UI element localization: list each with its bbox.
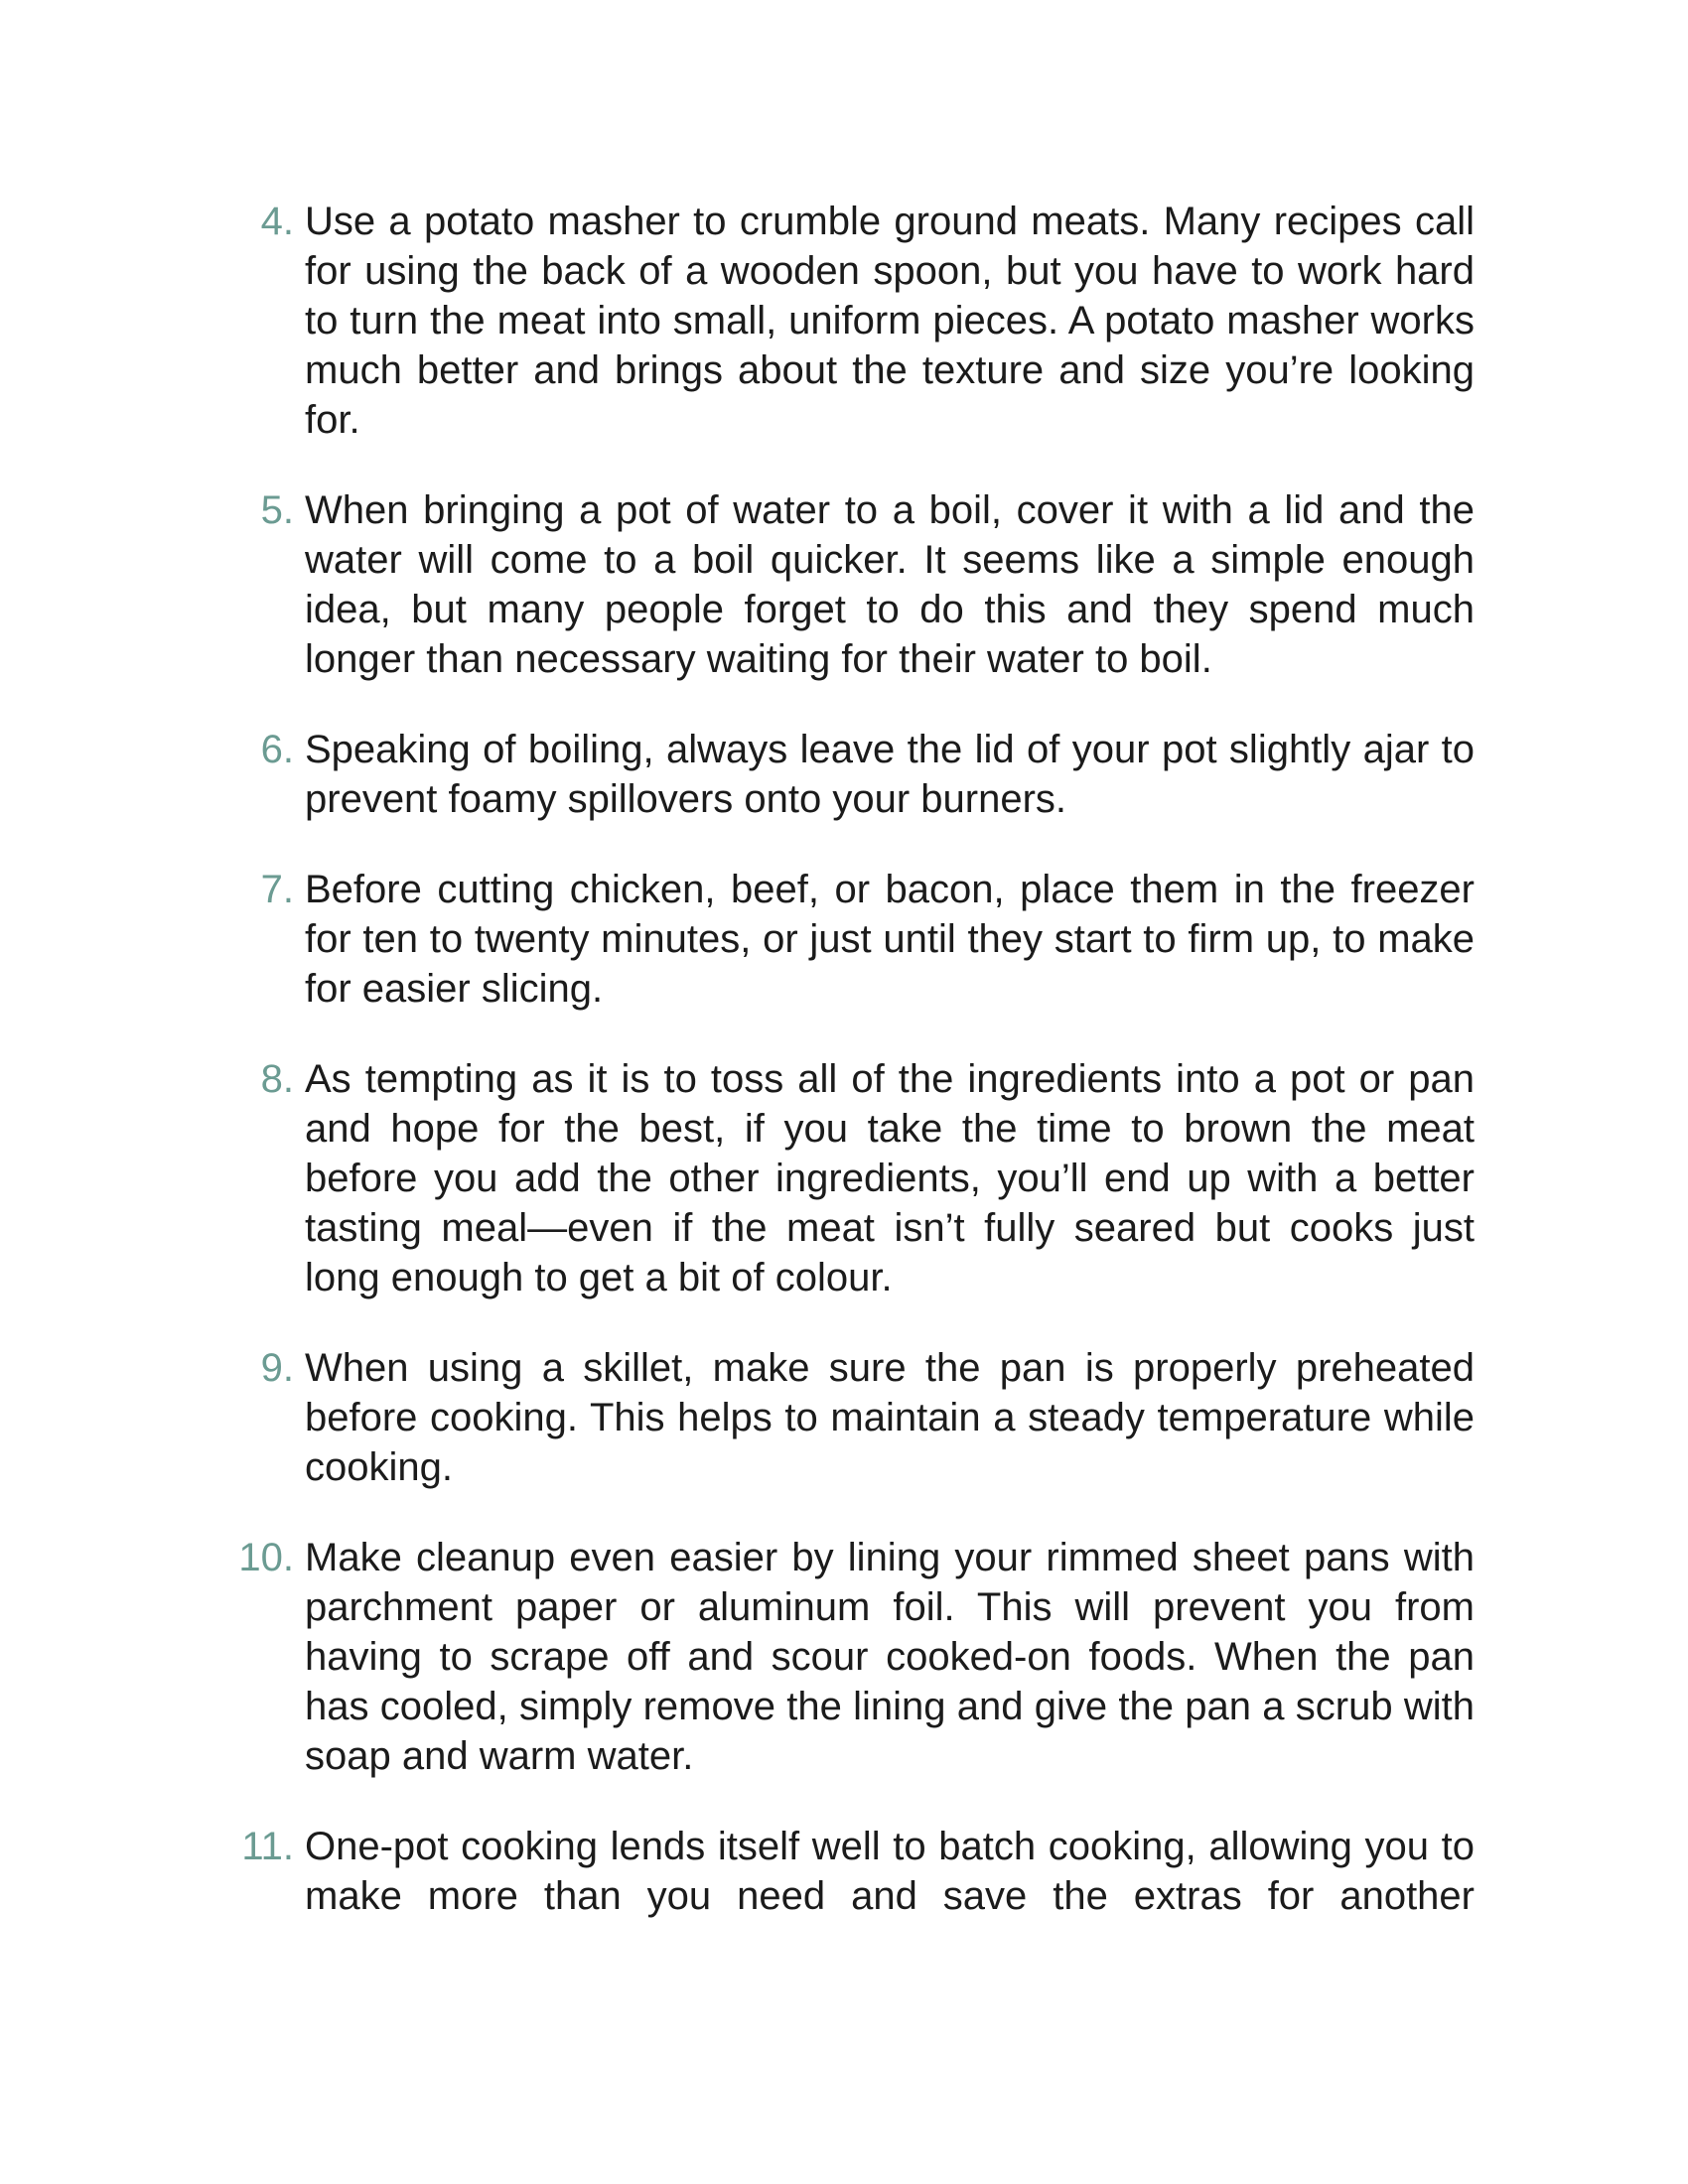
- list-item: [238, 197, 1475, 445]
- list-item: [238, 865, 1475, 1014]
- list-item-text: Use a potato masher to crumble ground meats. Many recipes call for using the back of a wooden spoon, but you have to work hard to turn the meat into small, uniform pieces. A potato masher works much better and brings about the texture and size you’re looking for.: [305, 200, 1475, 442]
- list-item: [238, 1343, 1475, 1492]
- list-item-number: 6.: [260, 728, 294, 771]
- list-item-text: Make cleanup even easier by lining your rimmed sheet pans with parchment paper or aluminum foil. This will prevent you from having to scrape off and scour cooked-on foods. When the pan has cooled, simply remove the lining and give the pan a scrub with soap and warm water.: [305, 1536, 1475, 1778]
- list-item-number: 9.: [260, 1346, 294, 1390]
- list-item-text: When using a skillet, make sure the pan is properly preheated before cooking. This helps to maintain a steady temperature while cooking.: [305, 1346, 1475, 1489]
- list-item-text: One-pot cooking lends itself well to batch cooking, allowing you to make more than you need and save the extras for another: [305, 1825, 1475, 1918]
- list-item-number: 11.: [241, 1825, 294, 1868]
- list-item-text: Before cutting chicken, beef, or bacon, place them in the freezer for ten to twenty minutes, or just until they start to firm up, to make for easier slicing.: [305, 868, 1475, 1011]
- list-item-text: Speaking of boiling, always leave the lid of your pot slightly ajar to prevent foamy spillovers onto your burners.: [305, 728, 1475, 821]
- list-item-number: 7.: [260, 868, 294, 911]
- list-item-number: 10.: [238, 1536, 294, 1579]
- list-item: [238, 1054, 1475, 1302]
- list-item: [238, 1822, 1475, 1921]
- list-item: [238, 485, 1475, 684]
- list-item-text: When bringing a pot of water to a boil, cover it with a lid and the water will come to a boil quicker. It seems like a simple enough idea, but many people forget to do this and they spend much longer than necessary waiting for their water to boil.: [305, 488, 1475, 681]
- tips-list: [238, 197, 1475, 1962]
- list-item: [238, 725, 1475, 824]
- list-item-number: 4.: [260, 200, 294, 243]
- list-item-text: As tempting as it is to toss all of the ingredients into a pot or pan and hope for the best, if you take the time to brown the meat before you add the other ingredients, you’ll end up with a better tasting meal—even if the meat isn’t fully seared but cooks just long enough to get a bit of colour.: [305, 1057, 1475, 1299]
- list-item: [238, 1533, 1475, 1781]
- list-item-number: 8.: [260, 1057, 294, 1101]
- list-item-number: 5.: [260, 488, 294, 532]
